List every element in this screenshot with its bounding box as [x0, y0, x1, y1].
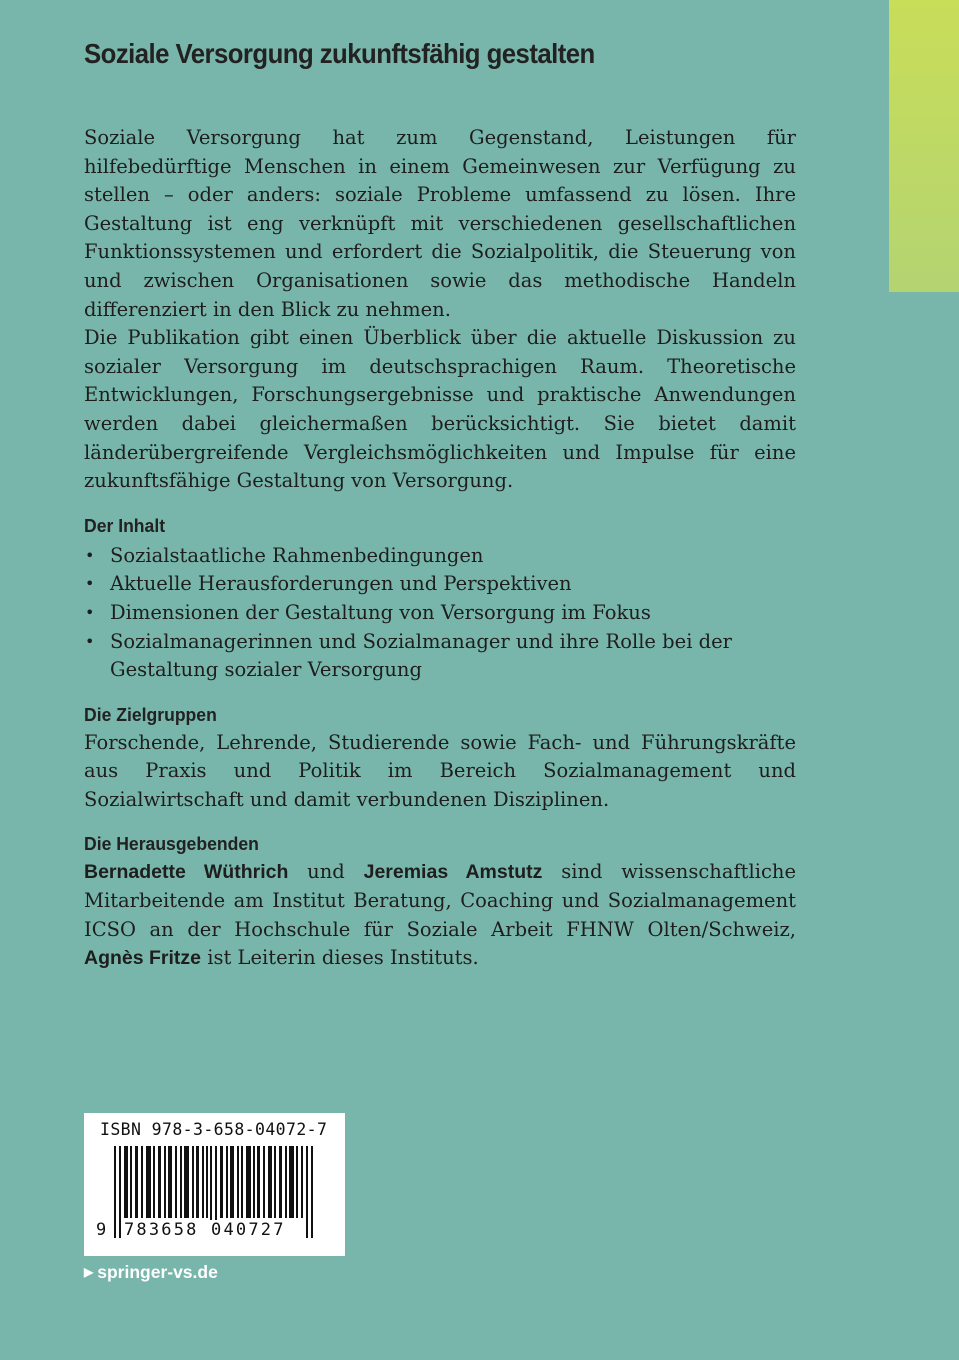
- publisher-link[interactable]: [84, 1262, 218, 1283]
- zielgruppen-text: Forschende, Lehrende, Studierende sowie Fach- und Führungskräfte aus Praxis und Politik im Bereich Sozialmanagement und Sozialwirtschaft und damit verbundenen Disziplinen.: [84, 730, 796, 811]
- list-item: • Sozialstaatliche Rahmenbedingungen: [84, 542, 796, 571]
- list-item: • Aktuelle Herausforderungen und Perspektiven: [84, 570, 796, 599]
- director-description: ist Leiterin dieses Instituts.: [201, 946, 479, 970]
- herausgebende-text: [84, 858, 796, 972]
- list-item: • Sozialmanagerinnen und Sozialmanager und ihre Rolle bei der Gestaltung sozialer Versorgung: [84, 628, 796, 685]
- publisher-url: springer-vs.de: [97, 1262, 218, 1282]
- ean-digits: 783658 040727: [124, 1220, 286, 1240]
- editor-name: Jeremias Amstutz: [363, 861, 543, 884]
- zielgruppen-heading: Die Zielgruppen: [84, 703, 217, 725]
- inhalt-heading: Der Inhalt: [84, 514, 166, 536]
- inhalt-list: [84, 542, 796, 685]
- book-title: Soziale Versorgung zukunftsfähig gestalten: [84, 38, 595, 69]
- editors-description: sind wissenschaftliche Mitarbeitende am Institut Beratung, Coaching und Sozialmanagement ICSO an der Hochschule für Soziale Arbeit FHNW Olten/Schweiz,: [84, 860, 796, 941]
- herausgebende-heading: Die Herausgebenden: [84, 833, 259, 855]
- accent-strip: [889, 0, 959, 292]
- editor-name: Bernadette Wüthrich: [84, 861, 289, 884]
- conjunction-text: und: [288, 860, 364, 884]
- isbn-barcode-box: [84, 1113, 345, 1256]
- intro-paragraph-2: Die Publikation gibt einen Überblick über die aktuelle Diskussion zu sozialer Versorgung im deutschsprachigen Raum. Theoretische Entwicklungen, Forschungsergebnisse und praktische Anwendungen werden dabei gleichermaßen berücksichtigt. Sie bietet damit länderübergreifende Vergleichsmöglichkeiten und Impulse für eine zukunftsfähige Gestaltung von Versorgung.: [84, 326, 796, 493]
- triangle-right-icon: ▶: [84, 1265, 94, 1279]
- intro-paragraph-1: Soziale Versorgung hat zum Gegenstand, Leistungen für hilfebedürftige Menschen in einem Gemeinwesen zur Verfügung zu stellen – oder anders: soziale Probleme umfassend zu lösen. Ihre Gestaltung ist eng verknüpft mit verschiedenen gesellschaftlichen Funktionssystemen und erfordert die Sozialpolitik, die Steuerung von und zwischen Organisationen sowie das methodische Handeln differenziert in den Blick zu nehmen.: [84, 126, 796, 321]
- isbn-label: ISBN 978-3-658-04072-7: [100, 1120, 328, 1139]
- editor-name: Agnès Fritze: [84, 947, 202, 970]
- blurb-content: [84, 124, 796, 973]
- ean-first-digit: 9: [96, 1220, 107, 1240]
- list-item: • Dimensionen der Gestaltung von Versorgung im Fokus: [84, 599, 796, 628]
